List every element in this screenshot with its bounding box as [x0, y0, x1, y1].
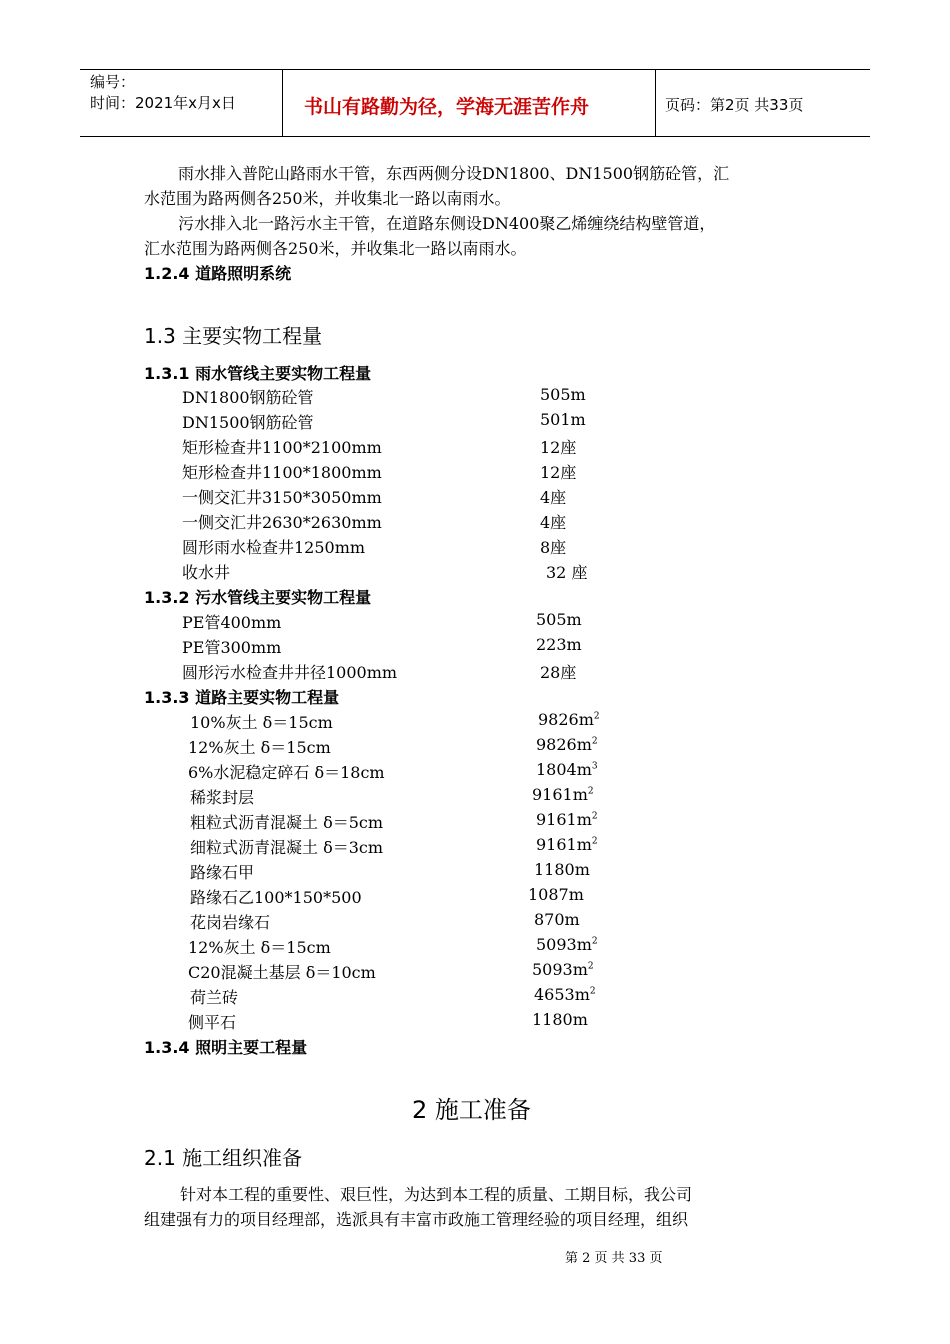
- unit-superscript: 2: [587, 786, 594, 797]
- list-item-name: 矩形检查井1100*1800mm: [182, 463, 382, 482]
- list-item-name: 一侧交汇井3150*3050mm: [182, 488, 382, 507]
- list-item-name: DN1800钢筋砼管: [182, 388, 314, 407]
- header-motto: 书山有路勤为径，学海无涯苦作舟: [304, 96, 590, 118]
- list-item-name: 一侧交汇井2630*2630mm: [182, 513, 382, 532]
- list-item-name: 12%灰土 δ＝15cm: [188, 938, 331, 957]
- list-item-qty: 1087m: [528, 885, 584, 904]
- list-item-name: C20混凝土基层 δ＝10cm: [188, 963, 376, 982]
- unit-superscript: 2: [593, 711, 600, 722]
- list-item-qty: 1180m: [532, 1010, 588, 1029]
- list-item-qty: 505m: [540, 385, 586, 404]
- unit-superscript: 2: [591, 736, 598, 747]
- list-item-qty: $1804m^3$: [536, 760, 598, 779]
- list-item-qty: 28座: [540, 663, 577, 682]
- list-item-name: 圆形雨水检查井1250mm: [182, 538, 366, 557]
- unit-superscript: 2: [591, 811, 598, 822]
- header-time-label: 时间：2021年x月x日: [90, 94, 236, 112]
- unit-superscript: 2: [589, 986, 596, 997]
- unit-superscript: 3: [591, 761, 598, 772]
- list-item-name: 粗粒式沥青混凝土 δ＝5cm: [190, 813, 384, 832]
- list-item-qty: $9161m^2$: [536, 810, 598, 829]
- list-item-qty: 12座: [540, 463, 577, 482]
- paragraph-line: 汇水范围为路两侧各250米，并收集北一路以南雨水。: [144, 239, 527, 258]
- list-item-qty: 4座: [540, 513, 567, 532]
- header-page-info: 页码：第2页 共33页: [665, 96, 804, 114]
- page-footer: 第 2 页 共 33 页: [565, 1251, 663, 1266]
- list-item-qty: 505m: [536, 610, 582, 629]
- paragraph-line: 针对本工程的重要性、艰巨性，为达到本工程的质量、工期目标，我公司: [180, 1185, 693, 1204]
- header-divider-left: [282, 69, 283, 136]
- list-item-name: 6%水泥稳定碎石 δ＝18cm: [188, 763, 385, 782]
- list-item-name: 细粒式沥青混凝土 δ＝3cm: [190, 838, 384, 857]
- list-item-qty: $9826m^2$: [536, 735, 598, 754]
- list-item-name: 收水井: [182, 563, 231, 582]
- list-item-qty: 8座: [540, 538, 567, 557]
- heading-1-2-4: 1.2.4 道路照明系统: [144, 264, 292, 283]
- list-item-name: 花岗岩缘石: [190, 913, 271, 932]
- list-item-name: PE管400mm: [182, 613, 282, 632]
- list-item-name: 矩形检查井1100*2100mm: [182, 438, 382, 457]
- list-item-name: 路缘石甲: [190, 863, 255, 882]
- header-number-label: 编号：: [90, 73, 136, 91]
- list-item-qty: $4653m^2$: [534, 985, 596, 1004]
- paragraph-line: 水范围为路两侧各250米，并收集北一路以南雨水。: [144, 189, 511, 208]
- list-item-qty: $9826m^2$: [538, 710, 600, 729]
- heading-1-3-2: 1.3.2 污水管线主要实物工程量: [144, 588, 372, 607]
- list-item-name: 圆形污水检查井井径1000mm: [182, 663, 398, 682]
- paragraph-line: 雨水排入普陀山路雨水干管，东西两侧分设DN1800、DN1500钢筋砼管，汇: [178, 164, 730, 183]
- list-item-qty: 870m: [534, 910, 580, 929]
- list-item-name: PE管300mm: [182, 638, 282, 657]
- list-item-qty: $9161m^2$: [536, 835, 598, 854]
- list-item-qty: 12座: [540, 438, 577, 457]
- unit-superscript: 2: [587, 961, 594, 972]
- heading-1-3-3: 1.3.3 道路主要实物工程量: [144, 688, 340, 707]
- unit-superscript: 2: [591, 936, 598, 947]
- list-item-name: 荷兰砖: [190, 988, 239, 1007]
- list-item-qty: $5093m^2$: [532, 960, 594, 979]
- list-item-name: DN1500钢筋砼管: [182, 413, 314, 432]
- list-item-qty: $9161m^2$: [532, 785, 594, 804]
- heading-1-3-4: 1.3.4 照明主要工程量: [144, 1038, 308, 1057]
- paragraph-line: 污水排入北一路污水主干管，在道路东侧设DN400聚乙烯缠绕结构壁管道，: [178, 214, 716, 233]
- list-item-name: 10%灰土 δ＝15cm: [190, 713, 333, 732]
- list-item-qty: $5093m^2$: [536, 935, 598, 954]
- list-item-name: 侧平石: [188, 1013, 237, 1032]
- paragraph-line: 组建强有力的项目经理部，选派具有丰富市政施工管理经验的项目经理，组织: [144, 1210, 689, 1229]
- list-item-qty: 501m: [540, 410, 586, 429]
- list-item-qty: 223m: [536, 635, 582, 654]
- list-item-qty: 4座: [540, 488, 567, 507]
- header-divider-right: [655, 69, 656, 136]
- heading-1-3-1: 1.3.1 雨水管线主要实物工程量: [144, 364, 372, 383]
- unit-superscript: 2: [591, 836, 598, 847]
- chapter-title: 2 施工准备: [412, 1096, 531, 1124]
- header-top-rule: [80, 69, 870, 70]
- list-item-qty: 32 座: [546, 563, 588, 582]
- heading-2-1: 2.1 施工组织准备: [144, 1146, 303, 1170]
- heading-1-3: 1.3 主要实物工程量: [144, 324, 323, 348]
- header-bottom-rule: [80, 136, 870, 137]
- list-item-qty: 1180m: [534, 860, 590, 879]
- list-item-name: 稀浆封层: [190, 788, 255, 807]
- list-item-name: 12%灰土 δ＝15cm: [188, 738, 331, 757]
- list-item-name: 路缘石乙100*150*500: [190, 888, 362, 907]
